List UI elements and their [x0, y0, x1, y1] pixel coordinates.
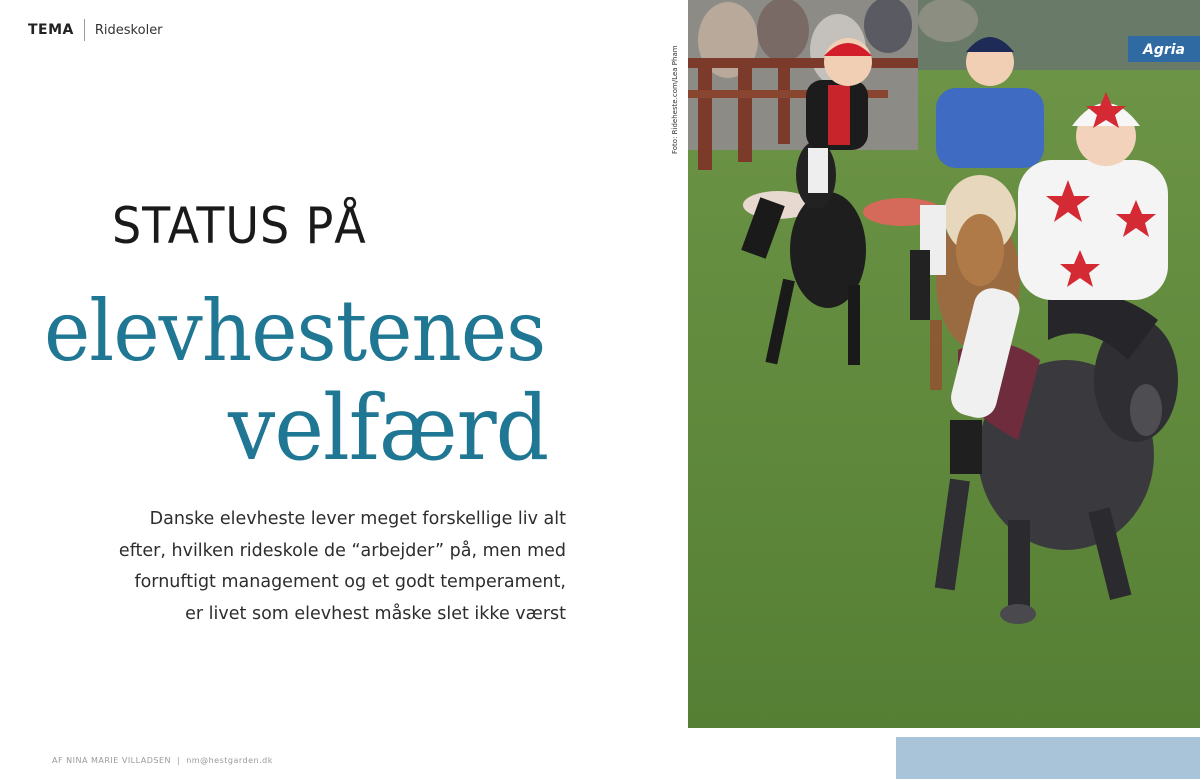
photo-credit — [671, 6, 681, 156]
byline-author: AF NINA MARIE VILLADSEN — [52, 756, 172, 765]
pony-race-photo — [688, 0, 1200, 728]
intro-paragraph — [60, 504, 566, 630]
intro-line: er livet som elevhest måske slet ikke værst — [185, 603, 566, 624]
byline-email: nm@hestgarden.dk — [186, 756, 273, 765]
title-main-line-2: velfærd — [228, 376, 549, 481]
title-kicker: STATUS PÅ — [112, 197, 367, 255]
footer-color-bar — [896, 737, 1200, 779]
intro-line: efter, hvilken rideskole de “arbejder” på, men med — [118, 540, 566, 561]
section-label: Rideskoler — [94, 22, 163, 38]
byline — [52, 756, 273, 765]
intro-line: fornuftigt management og et godt temperament, — [134, 572, 566, 592]
title-main-line-1: elevhestenes — [44, 282, 546, 380]
intro-line: Danske elevheste lever meget forskellige liv alt — [149, 509, 566, 529]
byline-separator: | — [177, 756, 181, 765]
sponsor-banner-text: Agria — [1142, 42, 1186, 58]
page-header — [28, 18, 163, 42]
theme-tag: TEMA — [28, 22, 74, 38]
header-divider — [84, 19, 85, 41]
photo-credit-text: Foto: Rideheste.com/Lea Pham — [671, 45, 679, 154]
